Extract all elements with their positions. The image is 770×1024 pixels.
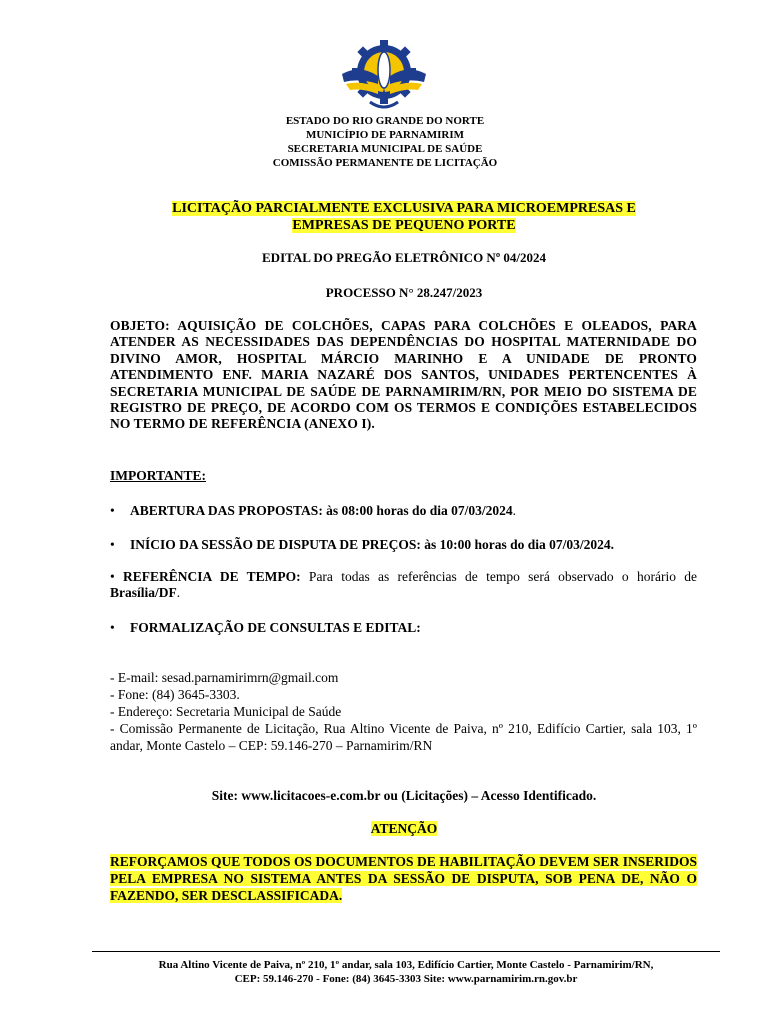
abertura-value: : às 08:00 horas do dia 07/03/2024 xyxy=(318,503,513,518)
institution-header xyxy=(0,114,770,170)
header-line-state: ESTADO DO RIO GRANDE DO NORTE xyxy=(285,115,485,127)
bullet-icon: • xyxy=(110,620,115,635)
site-line: Site: www.licitacoes-e.com.br ou (Licitações) – Acesso Identificado. xyxy=(211,788,597,803)
title-line-2: EMPRESAS DE PEQUENO PORTE xyxy=(292,218,516,233)
abertura-end: . xyxy=(512,503,516,518)
atencao-heading xyxy=(0,821,770,837)
referencia-end: . xyxy=(176,585,181,600)
referencia-text: Para todas as referências de tempo será observado o horário de xyxy=(300,569,697,584)
header-line-municipality: MUNICÍPIO DE PARNAMIRIM xyxy=(305,129,465,141)
footer-line-2: CEP: 59.146-270 - Fone: (84) 3645-3303 Site: www.parnamirim.rn.gov.br xyxy=(234,973,578,985)
contact-list xyxy=(110,669,697,754)
page-footer xyxy=(92,958,720,986)
municipal-seal-icon xyxy=(340,38,428,118)
document-title xyxy=(0,200,770,234)
referencia-label: REFERÊNCIA DE TEMPO: xyxy=(123,569,301,584)
bullet-icon: • xyxy=(110,569,115,584)
contact-commission: - Comissão Permanente de Licitação, Rua Altino Vicente de Paiva, nº 210, Edifício Cartier, sala 103, 1º andar, Monte Castelo – CEP: 59.146-270 – Parnamirim/RN xyxy=(110,721,697,753)
bullet-referencia xyxy=(110,569,697,601)
objeto-paragraph: OBJETO: AQUISIÇÃO DE COLCHÕES, CAPAS PARA COLCHÕES E OLEADOS, PARA ATENDER AS NECESSIDADES DAS DEPENDÊNCIAS DO HOSPITAL MATERNIDADE DO DIVINO AMOR, HOSPITAL MÁRCIO MARINHO E A UNIDADE DE PRONTO ATENDIMENTO ENF. MARIA NAZARÉ DOS SANTOS, UNIDADES PERTENCENTES À SECRETARIA MUNICIPAL DE SAÚDE DE PARNAMIRIM/RN, POR MEIO DO SISTEMA DE REGISTRO DE PREÇO, DE ACORDO COM OS TERMOS E CONDIÇÕES ESTABELECIDOS NO TERMO DE REFERÊNCIA (ANEXO I). xyxy=(110,318,697,432)
footer-divider xyxy=(92,951,720,952)
importante-heading: IMPORTANTE: xyxy=(110,468,207,483)
abertura-label: ABERTURA DAS PROPOSTAS xyxy=(130,503,319,518)
header-line-secretariat: SECRETARIA MUNICIPAL DE SAÚDE xyxy=(287,143,483,155)
contact-phone: - Fone: (84) 3645-3303. xyxy=(110,687,240,702)
reforco-paragraph xyxy=(110,853,697,904)
processo-number: PROCESSO N° 28.247/2023 xyxy=(325,285,483,300)
inicio-text: INÍCIO DA SESSÃO DE DISPUTA DE PREÇOS: às 10:00 horas do dia 07/03/2024. xyxy=(130,537,614,552)
bullet-inicio xyxy=(110,537,697,553)
reforco-text: REFORÇAMOS QUE TODOS OS DOCUMENTOS DE HABILITAÇÃO DEVEM SER INSERIDOS PELA EMPRESA NO SISTEMA ANTES DA SESSÃO DE DISPUTA, SOB PENA DE, NÃO O FAZENDO, SER DESCLASSIFICADA. xyxy=(110,854,697,903)
contact-email: - E-mail: sesad.parnamirimrn@gmail.com xyxy=(110,670,339,685)
edital-number: EDITAL DO PREGÃO ELETRÔNICO Nº 04/2024 xyxy=(262,250,546,265)
bullet-abertura xyxy=(110,503,697,519)
bullet-icon: • xyxy=(110,537,115,552)
title-line-1: LICITAÇÃO PARCIALMENTE EXCLUSIVA PARA MICROEMPRESAS E xyxy=(172,201,636,216)
referencia-place: Brasília/DF xyxy=(110,585,177,600)
bullet-icon: • xyxy=(110,503,115,518)
header-line-commission: COMISSÃO PERMANENTE DE LICITAÇÃO xyxy=(272,157,498,169)
formalizacao-text: FORMALIZAÇÃO DE CONSULTAS E EDITAL: xyxy=(130,620,421,635)
bullet-formalizacao xyxy=(110,620,697,636)
atencao-text: ATENÇÃO xyxy=(370,821,438,836)
contact-address: - Endereço: Secretaria Municipal de Saúde xyxy=(110,704,342,719)
footer-line-1: Rua Altino Vicente de Paiva, nº 210, 1º andar, sala 103, Edifício Cartier, Monte Castelo - Parnamirim/RN, xyxy=(158,959,654,971)
